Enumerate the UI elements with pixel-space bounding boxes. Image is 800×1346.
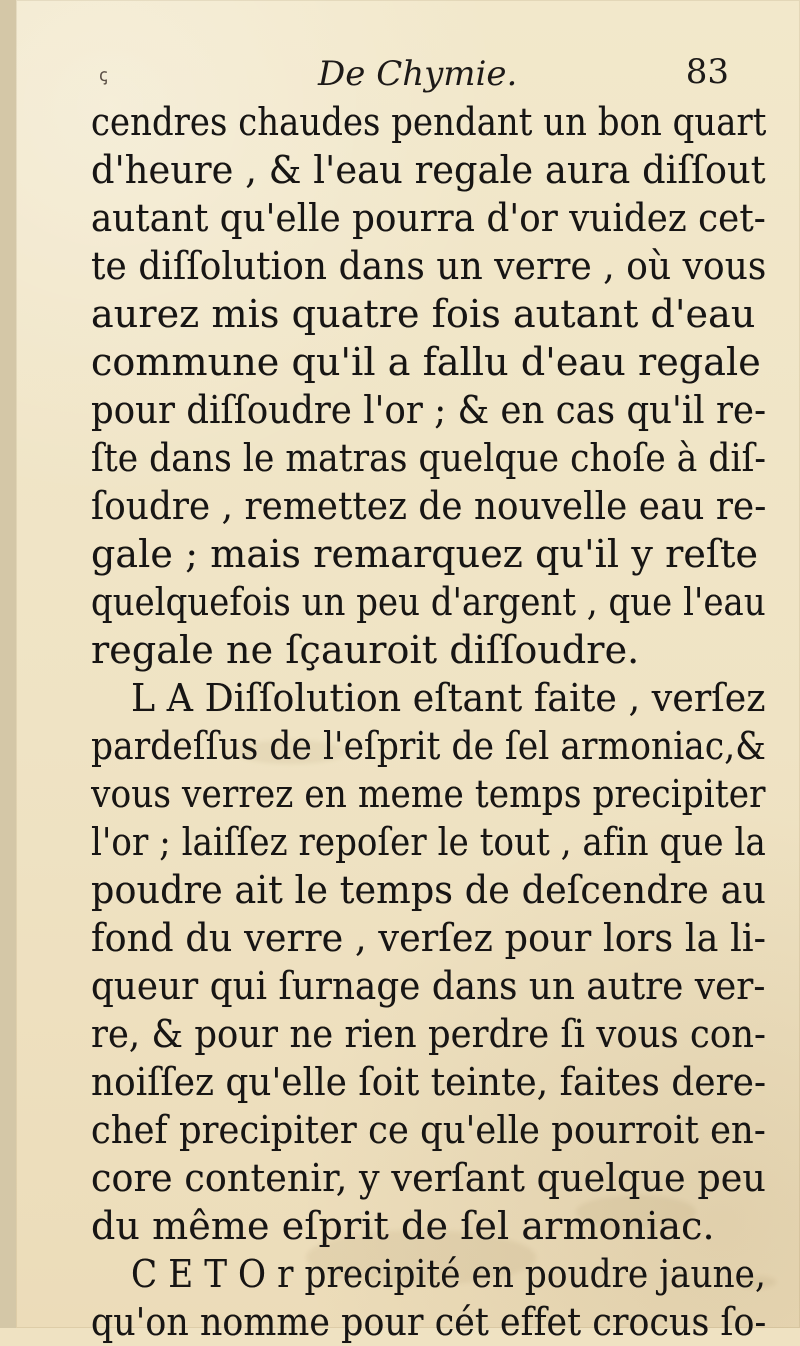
text-line-content: ſte dans le matras quelque choſe à diſ- (91, 436, 766, 480)
text-line-content: vous verrez en meme temps precipiter (91, 772, 766, 816)
text-line (91, 866, 766, 914)
text-line-content: poudre ait le temps de deſcendre au (91, 868, 766, 912)
text-line (91, 338, 766, 386)
text-line-content: d'heure , & l'eau regale aura diſſout (91, 148, 766, 192)
text-line (91, 242, 766, 290)
page-title: De Chymie. (318, 54, 518, 94)
text-line (91, 818, 766, 866)
text-line (91, 482, 766, 530)
text-line (91, 626, 766, 674)
text-line (91, 1202, 766, 1250)
text-line (91, 1058, 766, 1106)
text-line-content: pour diſſoudre l'or ; & en cas qu'il re- (91, 388, 766, 432)
text-line-content: C E T O r precipité en poudre jaune, (131, 1252, 766, 1296)
text-line (91, 434, 766, 482)
text-line-content: chef precipiter ce qu'elle pourroit en- (91, 1108, 766, 1152)
text-line (91, 1010, 766, 1058)
text-line-content: du même eſprit de ſel armoniac. (91, 1204, 715, 1248)
text-line-content: ſoudre , remettez de nouvelle eau re- (91, 484, 766, 528)
text-line-content: noiſſez qu'elle ſoit teinte, faites dere- (91, 1060, 766, 1104)
text-line (91, 530, 766, 578)
text-line (91, 1154, 766, 1202)
text-line (91, 146, 766, 194)
text-line (91, 1106, 766, 1154)
text-line (91, 722, 766, 770)
text-line (91, 1250, 766, 1298)
text-line (91, 290, 766, 338)
page-number: 83 (685, 52, 729, 92)
text-line (91, 914, 766, 962)
text-line-content: commune qu'il a fallu d'eau regale (91, 340, 761, 384)
text-line-content: core contenir, y verſant quelque peu (91, 1156, 766, 1200)
text-line (91, 386, 766, 434)
text-line-content: gale ; mais remarquez qu'il y reſte (91, 532, 759, 576)
text-line-content: queur qui ſurnage dans un autre ver- (91, 964, 766, 1008)
text-line (91, 578, 766, 626)
text-line-content: cendres chaudes pendant un bon quart (91, 100, 766, 144)
text-line-content: te diſſolution dans un verre , où vous (91, 244, 766, 288)
text-line-content: regale ne ſçauroit diſſoudre. (91, 628, 640, 672)
text-line-content: aurez mis quatre fois autant d'eau (91, 292, 756, 336)
text-line-content: L A Diſſolution eſtant faite , verſez (131, 676, 766, 720)
text-line-content: pardeſſus de l'eſprit de ſel armoniac,& (91, 724, 766, 768)
text-line-content: fond du verre , verſez pour lors la li- (91, 916, 766, 960)
text-line-content: qu'on nomme pour cét effet crocus ſo- (91, 1300, 766, 1344)
text-line (91, 1298, 766, 1346)
text-line-content: autant qu'elle pourra d'or vuidez cet- (91, 196, 766, 240)
text-line (91, 674, 766, 722)
text-line (91, 194, 766, 242)
text-line-content: re, & pour ne rien perdre ſi vous con- (91, 1012, 766, 1056)
header-mark: ꞔ (99, 65, 108, 86)
text-line-content: l'or ; laiſſez repoſer le tout , afin que la (91, 820, 766, 864)
text-line-content: quelquefois un peu d'argent , que l'eau (91, 580, 766, 624)
text-line (91, 962, 766, 1010)
text-line (91, 770, 766, 818)
body-text (91, 98, 766, 1346)
text-line (91, 98, 766, 146)
running-header (88, 52, 752, 98)
